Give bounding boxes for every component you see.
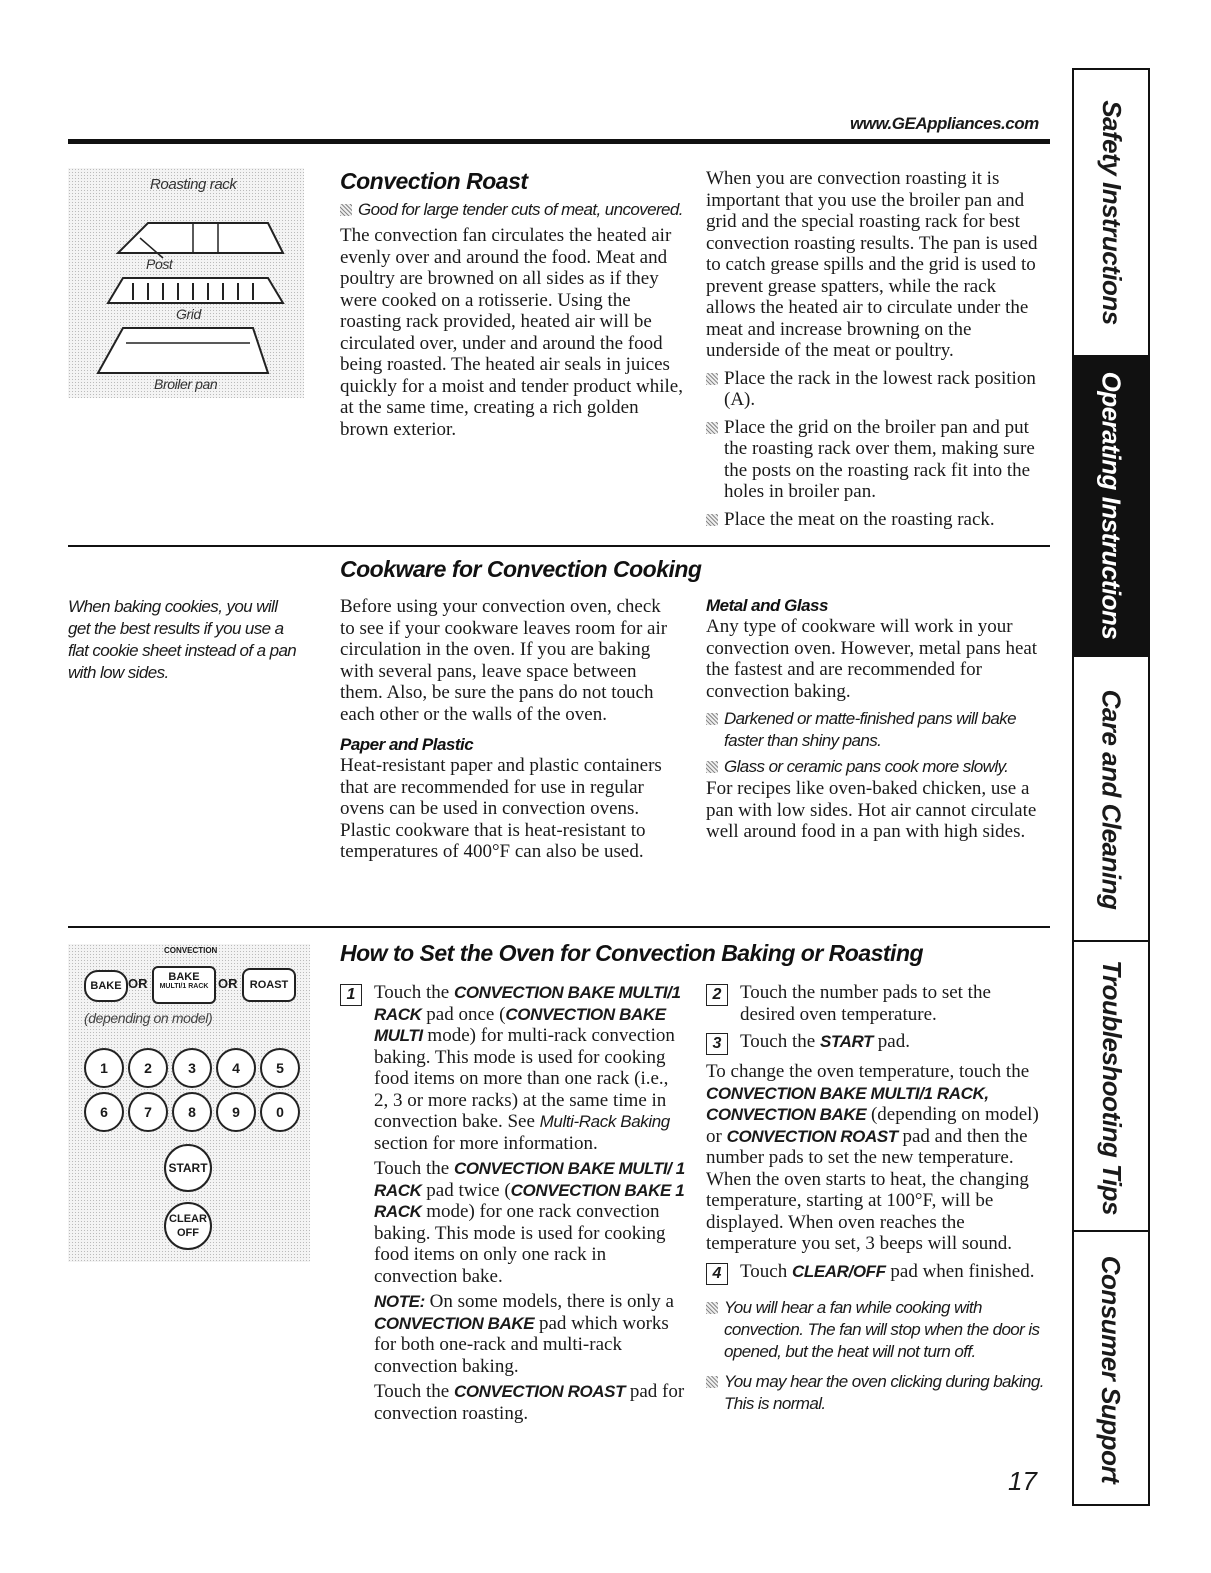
bullet-square-icon [706,1302,718,1314]
header-url: www.GEAppliances.com [850,114,1039,133]
convection-roast-column [340,168,688,440]
number-pad[interactable]: 3 [172,1048,212,1088]
convection-roast-para1: The convection fan circulates the heated air evenly over and around the food. Meat and poultry are browned on all sides as if they were cooked on a rotisserie. Using the roasting rack provided, heated air will be circulated over, under and around the food being roasted. The heated air seals in juices quickly for a moist and tender product while, at the same time, creating a rich golden brown exterior. [340,225,683,440]
bullet-square-icon [706,514,718,526]
convection-roast-title: Convection Roast [340,168,528,194]
bullet-square-icon [706,761,718,773]
cookware-sidenote: When baking cookies, you will get the best results if you use a flat cookie sheet instead of a pan with low sides. [68,597,297,682]
convection-label: CONVECTION [164,946,218,955]
label-broiler-pan: Broiler pan [154,376,218,392]
roast-step: Place the rack in the lowest rack position (A). [706,368,1046,411]
cookware-column-2 [706,596,1046,843]
fan-note: You will hear a fan while cooking with convection. The fan will stop when the door is opened, but the heat will not turn off. [706,1297,1046,1363]
preheat-text: When the oven starts to heat, the changing temperature, starting at 100°F, will be displayed. When oven reaches the temperature you set, 3 beeps will sound. [706,1168,1029,1254]
number-pad[interactable]: 7 [128,1092,168,1132]
clicking-note: You may hear the oven clicking during baking. This is normal. [706,1371,1046,1415]
how-to-column-2 [706,982,1046,1415]
cookware-title: Cookware for Convection Cooking [340,556,702,582]
tab-safety-instructions[interactable]: Safety Instructions [1096,100,1127,325]
convection-roast-column-2 [706,168,1046,530]
tab-operating-instructions[interactable]: Operating Instructions [1074,355,1148,655]
convection-roast-bullet: Good for large tender cuts of meat, uncovered. [358,200,683,219]
or-label: OR [218,976,238,991]
clear-off-pad[interactable]: CLEAR OFF [164,1202,212,1250]
bullet-square-icon [340,204,352,216]
paper-plastic-title: Paper and Plastic [340,735,474,754]
metal-bullet: Darkened or matte-finished pans will bake faster than shiny pans. [706,708,1046,752]
or-label: OR [128,976,148,991]
header-rule [68,139,1050,144]
step-3: 3 Touch the START pad. [706,1031,1046,1055]
number-pad[interactable]: 2 [128,1048,168,1088]
bake-multi-pad[interactable]: BAKE MULTI/1 RACK [152,966,216,1004]
step-number-icon: 4 [706,1263,728,1285]
section-rule [68,926,1050,928]
step-4: 4 Touch CLEAR/OFF pad when finished. [706,1261,1046,1285]
step-number-icon: 1 [340,984,362,1006]
roast-step: Place the grid on the broiler pan and put the roasting rack over them, making sure the posts on the roasting rack fit into the holes in broiler pan. [706,417,1046,503]
number-pad[interactable]: 9 [216,1092,256,1132]
broiler-assembly-drawing [68,168,304,398]
number-pad[interactable]: 6 [84,1092,124,1132]
start-pad[interactable]: START [164,1144,212,1192]
cookware-column-1 [340,596,680,863]
roast-pad[interactable]: ROAST [242,968,296,1002]
number-pad[interactable]: 1 [84,1048,124,1088]
tab-consumer-support[interactable]: Consumer Support [1074,1230,1148,1506]
bullet-square-icon [706,422,718,434]
label-grid: Grid [176,306,201,322]
bullet-square-icon [706,1376,718,1388]
metal-glass-title: Metal and Glass [706,596,828,615]
metal-glass-text2: For recipes like oven-baked chicken, use a pan with low sides. Hot air cannot circulate well around food in a pan with high sides. [706,778,1037,842]
label-post: Post [146,256,173,272]
metal-bullet: Glass or ceramic pans cook more slowly. [706,756,1046,778]
step-number-icon: 3 [706,1033,728,1055]
page-number: 17 [1008,1466,1037,1496]
roast-step: Place the meat on the roasting rack. [706,509,1046,531]
step-2: 2 Touch the number pads to set the desired oven temperature. [706,982,1046,1025]
step-1: 1 Touch the CONVECTION BAKE MULTI/1 RACK pad once (CONVECTION BAKE MULTI mode) for multi-rack convection baking. This mode is used for cooking food items on more than one rack (i.e., 2, 3 or more racks) at the same time in convection bake. See Multi-Rack Baking section for more information. Touch the CONVECTION BAKE MULTI/ 1 RACK pad twice (CONVECTION BAKE 1 RACK mode) for one rack convection baking. This mode is used for cooking food items on only one rack in convection bake. NOTE: On some models, there is only a CONVECTION BAKE pad which works for both one-rack and multi-rack convection baking. Touch the CONVECTION ROAST pad for convection roasting. [340,982,685,1424]
number-pad[interactable]: 0 [260,1092,300,1132]
cookware-para1: Before using your convection oven, check to see if your cookware leaves room for air circulation in the oven. If you are baking with several pans, leave space between them. Also, be sure the pans do not touch each other or the walls of the oven. [340,596,668,725]
how-to-column-1 [340,982,685,1424]
tab-care-and-cleaning[interactable]: Care and Cleaning [1074,655,1148,942]
bullet-square-icon [706,713,718,725]
number-pad[interactable]: 4 [216,1048,256,1088]
change-temp-text: To change the oven temperature, touch the CONVECTION BAKE MULTI/1 RACK, CONVECTION BAKE (depending on model) or CONVECTION ROAST pad and then the number pads to set the new temperature. [706,1061,1039,1168]
control-panel-illustration [68,944,310,1262]
number-pad[interactable]: 8 [172,1092,212,1132]
how-to-title: How to Set the Oven for Convection Baking or Roasting [340,940,924,966]
number-pad[interactable]: 5 [260,1048,300,1088]
paper-plastic-text: Heat-resistant paper and plastic containers that are recommended for use in regular ovens can be used in convection ovens. Plastic cookware that is heat-resistant to temperatures of 400°F can also be used. [340,755,662,862]
roasting-rack-illustration [68,168,304,398]
depending-on-model-note: (depending on model) [84,1010,213,1026]
section-sidebar [1072,68,1150,1506]
tab-troubleshooting-tips[interactable]: Troubleshooting Tips [1074,940,1148,1232]
step-number-icon: 2 [706,984,728,1006]
metal-glass-text: Any type of cookware will work in your convection oven. However, metal pans heat the fastest and are recommended for convection baking. [706,616,1038,702]
convection-roast-para2: When you are convection roasting it is important that you use the broiler pan and grid and the special roasting rack for best convection roasting results. The pan is used to catch grease spills and the grid is used to prevent grease spatters, while the rack allows the heated air to circulate under the meat and increase browning on the underside of the meat or poultry. [706,168,1038,361]
label-roasting-rack: Roasting rack [150,176,237,193]
section-rule [68,545,1050,547]
bullet-square-icon [706,373,718,385]
bake-pad[interactable]: BAKE [84,970,128,1002]
